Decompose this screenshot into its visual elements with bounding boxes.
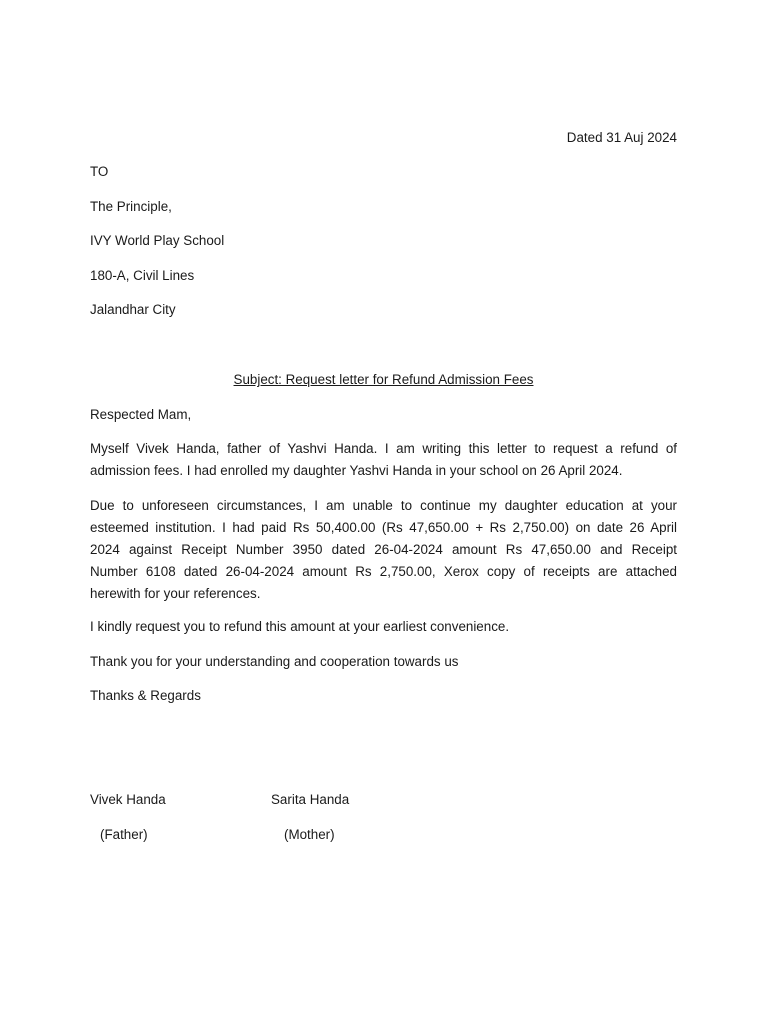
subject-line (90, 369, 677, 391)
recipient-address: 180-A, Civil Lines (90, 268, 195, 283)
paragraph-line: esteemed institution. I had paid Rs 50,400.00 (Rs 47,650.00 + Rs 2,750.00) on date 26 April (90, 520, 677, 535)
signatory-mother-name: Sarita Handa (271, 792, 350, 807)
closing: Thanks & Regards (90, 688, 201, 703)
recipient-school: IVY World Play School (90, 233, 225, 248)
paragraph-payment-details (90, 495, 677, 605)
salutation: Respected Mam, (90, 407, 192, 422)
subject-text: Subject: Request letter for Refund Admission Fees (233, 372, 534, 387)
paragraph-line: 2024 against Receipt Number 3950 dated 26-04-2024 amount Rs 47,650.00 and Receipt (90, 542, 677, 557)
signatory-father-name: Vivek Handa (90, 792, 166, 807)
to-label: TO (90, 164, 109, 179)
paragraph-thanks: Thank you for your understanding and cooperation towards us (90, 654, 459, 669)
paragraph-line: Myself Vivek Handa, father of Yashvi Handa. I am writing this letter to request a refund of (90, 441, 677, 456)
paragraph-line: Due to unforeseen circumstances, I am unable to continue my daughter education at your (90, 498, 677, 513)
paragraph-line: admission fees. I had enrolled my daughter Yashvi Handa in your school on 26 April 2024. (90, 463, 623, 478)
paragraph-request: I kindly request you to refund this amount at your earliest convenience. (90, 619, 510, 634)
paragraph-line: herewith for your references. (90, 586, 261, 601)
letter-date: Dated 31 Auj 2024 (566, 130, 677, 145)
signatory-mother-role: (Mother) (284, 827, 335, 842)
paragraph-line: Number 6108 dated 26-04-2024 amount Rs 2,750.00, Xerox copy of receipts are attached (90, 564, 677, 579)
recipient-city: Jalandhar City (90, 302, 176, 317)
signatory-father-role: (Father) (100, 827, 148, 842)
recipient-title: The Principle, (90, 199, 172, 214)
paragraph-intro (90, 438, 677, 482)
